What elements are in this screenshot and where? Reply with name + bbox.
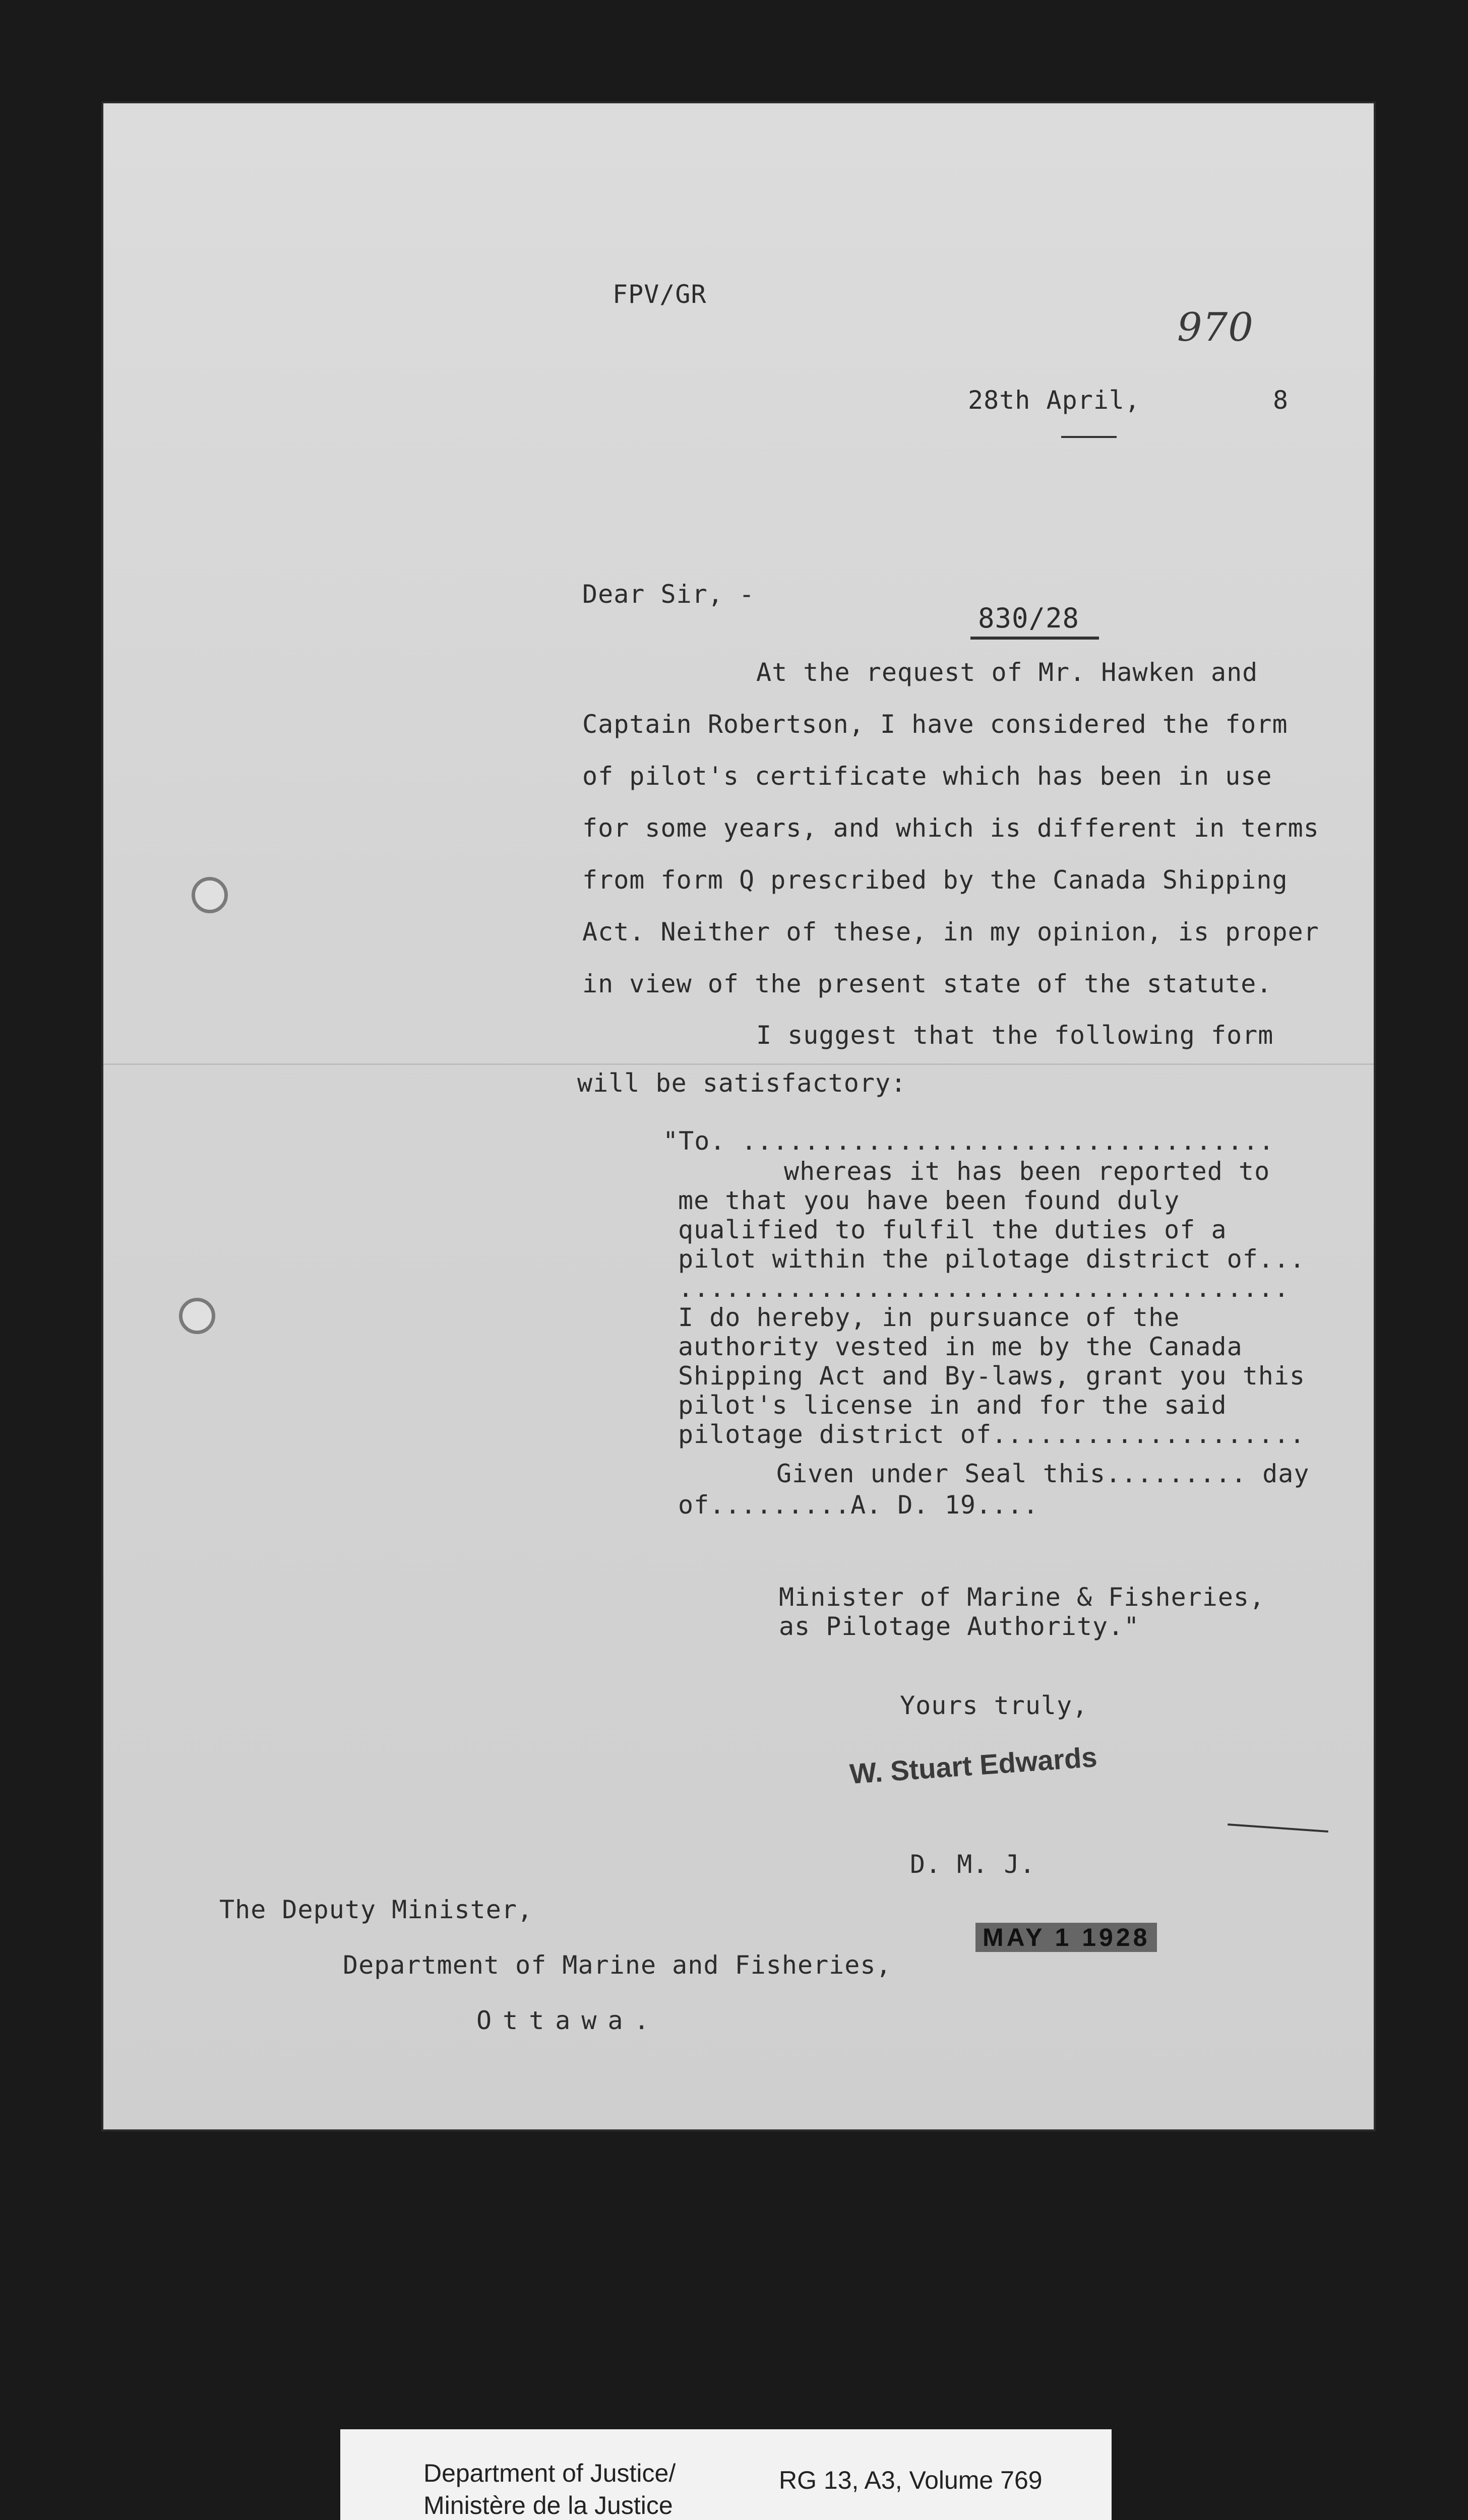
- body-line-9: will be satisfactory:: [577, 1068, 907, 1098]
- form-line-7: I do hereby, in pursuance of the: [678, 1303, 1180, 1332]
- body-line-1: At the request of Mr. Hawken and: [756, 658, 1258, 687]
- form-line-5: pilot within the pilotage district of...: [678, 1244, 1306, 1274]
- reference-code: FPV/GR: [613, 280, 707, 309]
- form-line-1: "To. ..................................: [663, 1126, 1274, 1156]
- authority-line-2: as Pilotage Authority.": [779, 1612, 1140, 1641]
- form-line-10: pilot's license in and for the said: [678, 1391, 1227, 1420]
- file-number: 970: [1177, 305, 1254, 350]
- letter-date: 28th April,: [968, 386, 1141, 415]
- form-line-4: qualified to fulfil the duties of a: [678, 1215, 1227, 1244]
- archive-reference-label: [340, 2429, 1112, 2520]
- form-line-6: .......................................: [678, 1274, 1290, 1303]
- form-line-11: pilotage district of....................: [678, 1420, 1306, 1449]
- body-line-8: I suggest that the following form: [756, 1021, 1274, 1050]
- body-line-4: for some years, and which is different in terms: [582, 813, 1319, 843]
- form-line-2: whereas it has been reported to: [784, 1157, 1270, 1186]
- record-group-reference: RG 13, A3, Volume 769: [779, 2466, 1043, 2494]
- date-received-stamp: MAY 1 1928: [975, 1923, 1157, 1952]
- punch-hole-top: [192, 877, 228, 913]
- salutation: Dear Sir, -: [582, 580, 755, 609]
- form-line-13: of.........A. D. 19....: [678, 1490, 1039, 1520]
- date-underline: [1061, 436, 1117, 438]
- form-line-9: Shipping Act and By-laws, grant you this: [678, 1361, 1306, 1391]
- subject-reference: 830/28: [978, 602, 1080, 634]
- signature-pen-stroke: [1228, 1823, 1328, 1833]
- year-fragment: 8: [1273, 386, 1289, 415]
- body-line-2: Captain Robertson, I have considered the form: [582, 710, 1288, 739]
- letter-page: [103, 103, 1374, 2129]
- addressee-line-1: The Deputy Minister,: [219, 1895, 533, 1924]
- form-line-3: me that you have been found duly: [678, 1186, 1180, 1215]
- initials: D. M. J.: [910, 1850, 1035, 1879]
- body-line-5: from form Q prescribed by the Canada Shipping: [582, 865, 1288, 895]
- page-fold: [103, 1063, 1374, 1065]
- form-line-8: authority vested in me by the Canada: [678, 1332, 1243, 1361]
- addressee-line-3: Ottawa.: [476, 2006, 660, 2035]
- department-line-1: Department of Justice/: [423, 2459, 676, 2487]
- department-line-2: Ministère de la Justice: [423, 2491, 673, 2519]
- addressee-line-2: Department of Marine and Fisheries,: [343, 1950, 892, 1980]
- subject-underline: [970, 637, 1099, 640]
- signature-stamp: W. Stuart Edwards: [848, 1740, 1098, 1790]
- form-line-12: Given under Seal this......... day: [776, 1459, 1310, 1488]
- authority-line-1: Minister of Marine & Fisheries,: [779, 1583, 1265, 1612]
- punch-hole-bottom: [179, 1298, 215, 1334]
- body-line-3: of pilot's certificate which has been in use: [582, 762, 1272, 791]
- body-line-6: Act. Neither of these, in my opinion, is proper: [582, 917, 1319, 947]
- closing: Yours truly,: [900, 1691, 1088, 1720]
- body-line-7: in view of the present state of the statute.: [582, 969, 1272, 998]
